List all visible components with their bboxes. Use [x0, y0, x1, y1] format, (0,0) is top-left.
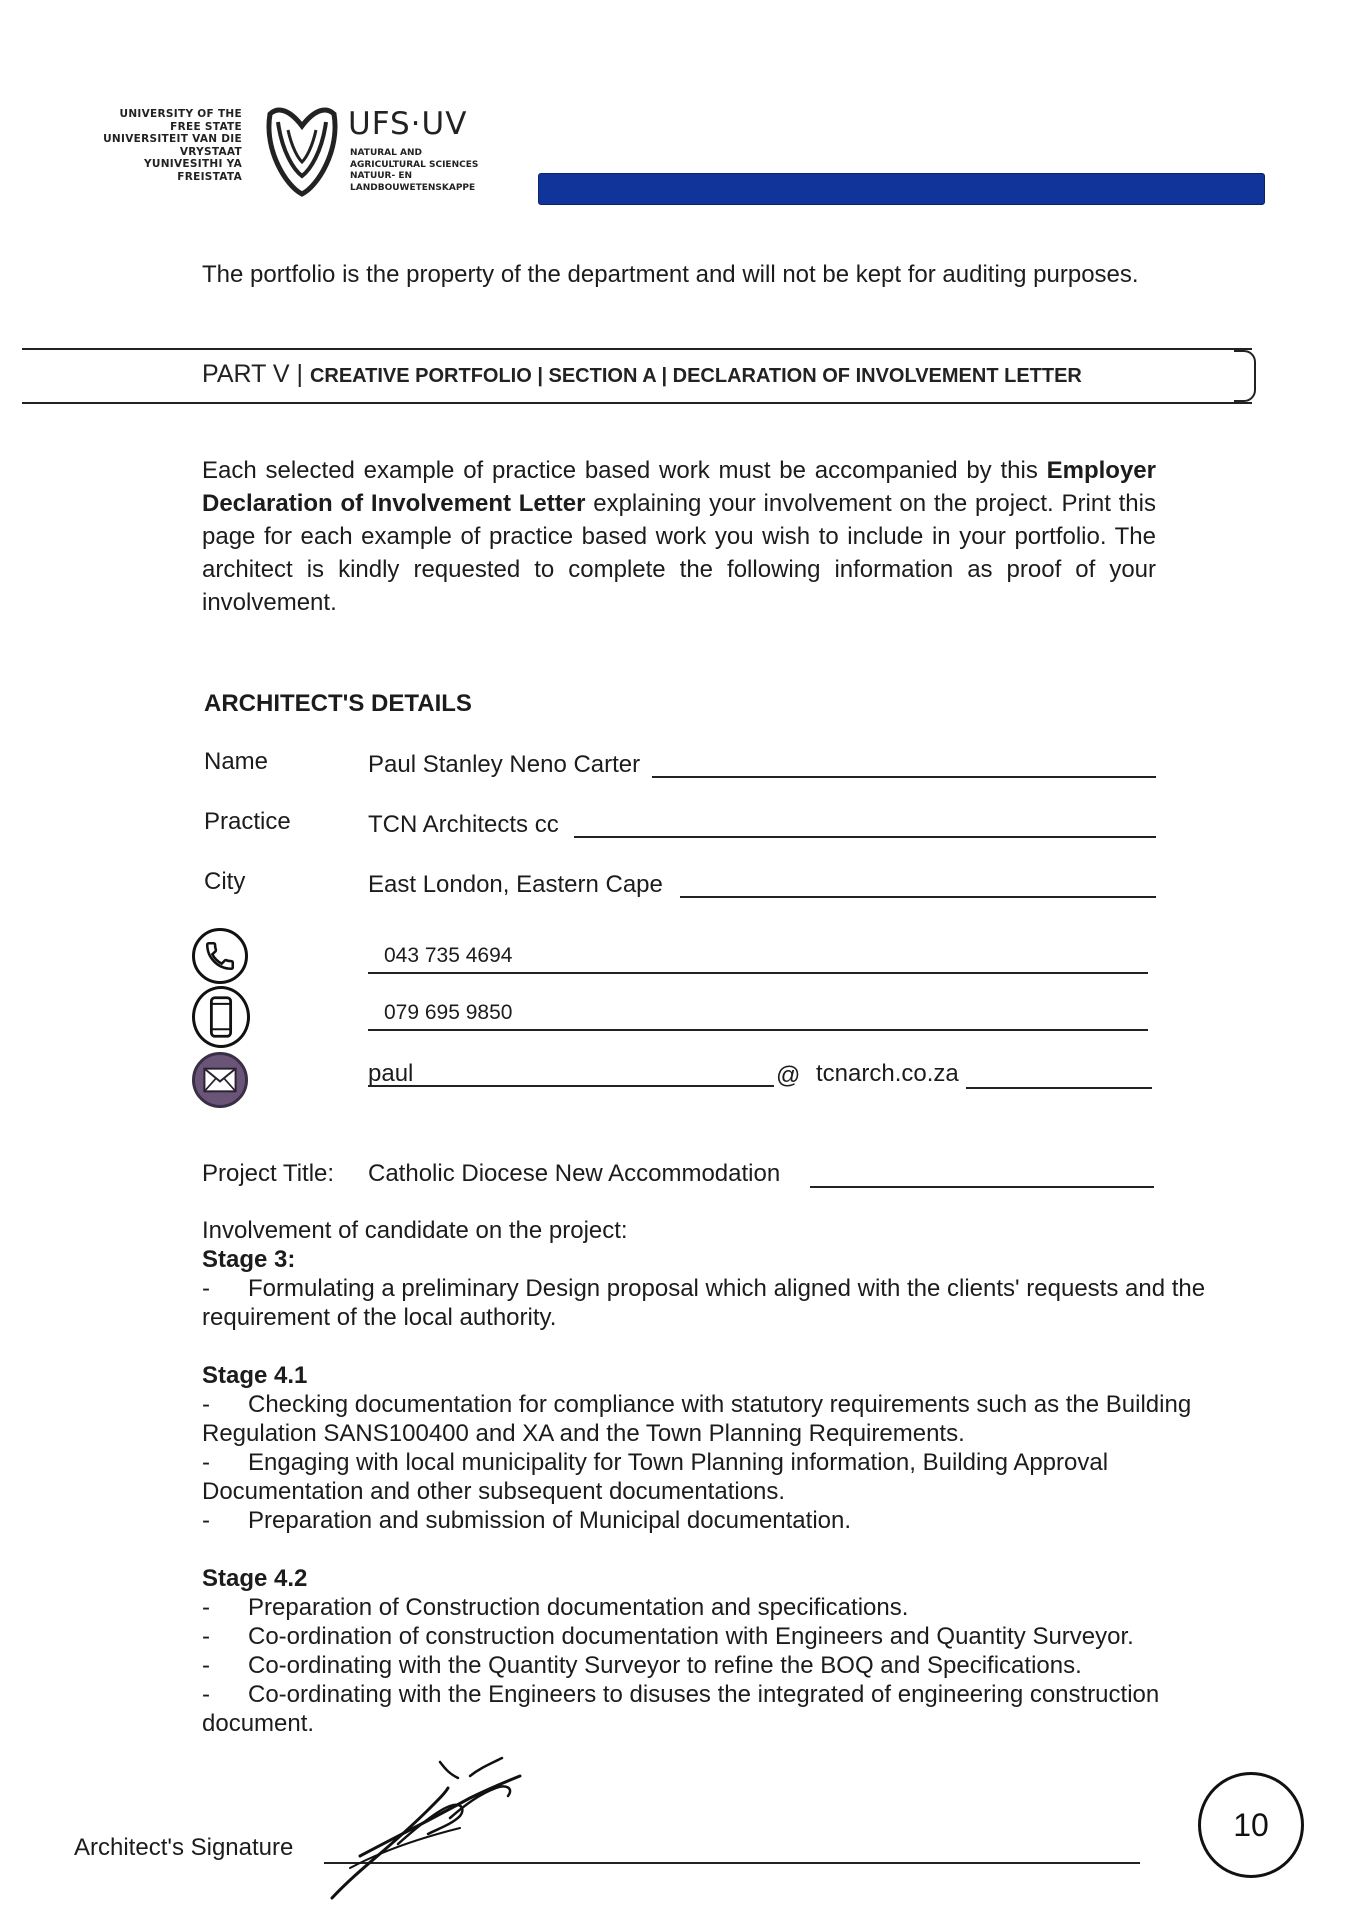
list-item [202, 1390, 1232, 1448]
name-field[interactable]: Paul Stanley Neno Carter [368, 751, 641, 778]
list-item-text: Preparation of Construction documentation and specifications. [248, 1594, 909, 1621]
email-icon-badge [192, 1052, 248, 1108]
list-item [202, 1448, 1232, 1506]
handwritten-signature[interactable] [320, 1748, 550, 1908]
name-underline [652, 776, 1156, 778]
name-label: Name [204, 748, 269, 775]
email-user-field[interactable]: paul [368, 1060, 414, 1087]
involvement-section [202, 1216, 1232, 1738]
section-bar-end-cap [1234, 350, 1256, 402]
list-item [202, 1680, 1232, 1738]
instructions-paragraph [202, 454, 1156, 619]
section-divider-top [22, 348, 1252, 350]
list-item-text: Co-ordinating with the Engineers to disuses the integrated of engineering construction document. [202, 1681, 1160, 1737]
practice-field[interactable]: TCN Architects cc [368, 811, 559, 838]
ufs-logo-icon [262, 100, 342, 200]
phone-underline [368, 972, 1148, 974]
phone-icon [203, 939, 237, 973]
mobile-phone-icon [208, 996, 234, 1038]
phone-field[interactable]: 043 735 4694 [384, 944, 513, 967]
list-item-text: Checking documentation for compliance with statutory requirements such as the Building Regulation SANS100400 and XA and the Town Planning Requirements. [202, 1391, 1192, 1447]
university-name-line: VRYSTAAT [179, 145, 242, 158]
architect-details-heading: ARCHITECT'S DETAILS [204, 690, 472, 717]
section-heading [202, 360, 1082, 389]
intro-paragraph: The portfolio is the property of the department and will not be kept for auditing purposes. [202, 261, 1139, 288]
university-name-line: FREE STATE [170, 120, 242, 133]
stage-4-2-heading: Stage 4.2 [202, 1565, 308, 1592]
list-dash: - [202, 1594, 210, 1621]
list-item [202, 1651, 1232, 1680]
instructions-text-continued: explaining your involvement on the project. Print this page for each example of practice based work you wish to include in your portfolio. The architect is kindly requested to complete the following information as proof of your involvement. [202, 490, 1156, 616]
faculty-name-line: LANDBOUWETENSKAPPE [350, 182, 476, 193]
page-number: 10 [1198, 1772, 1304, 1878]
list-dash: - [202, 1449, 210, 1476]
stage-4-1-heading: Stage 4.1 [202, 1362, 308, 1389]
list-item [202, 1622, 1232, 1651]
list-item-text: Preparation and submission of Municipal documentation. [248, 1507, 852, 1534]
project-title-label: Project Title: [202, 1160, 335, 1187]
email-at-sign: @ [776, 1062, 801, 1089]
stage-3-heading: Stage 3: [202, 1246, 296, 1273]
practice-label: Practice [204, 808, 291, 835]
section-divider-bottom [22, 402, 1252, 404]
list-item [202, 1274, 1232, 1332]
university-name-line: FREISTATA [177, 170, 242, 183]
instructions-text: Each selected example of practice based work must be accompanied by this [202, 457, 1047, 484]
brand-title: UFS·UV [348, 106, 468, 142]
list-dash: - [202, 1652, 210, 1679]
list-item [202, 1506, 1232, 1535]
signature-label: Architect's Signature [74, 1834, 294, 1861]
mobile-underline [368, 1029, 1148, 1031]
city-field[interactable]: East London, Eastern Cape [368, 871, 663, 898]
list-item-text: Co-ordination of construction documentation with Engineers and Quantity Surveyor. [248, 1623, 1134, 1650]
email-user-underline [368, 1085, 774, 1087]
list-item-text: Co-ordinating with the Quantity Surveyor to refine the BOQ and Specifications. [248, 1652, 1082, 1679]
mobile-icon-badge [192, 986, 250, 1048]
project-title-field[interactable]: Catholic Diocese New Accommodation [368, 1160, 781, 1187]
faculty-name-block [350, 148, 478, 194]
faculty-name-line: NATUUR- EN [350, 171, 413, 181]
phone-icon-badge [192, 928, 248, 984]
section-part-label: PART V | [202, 360, 310, 388]
list-dash: - [202, 1681, 210, 1708]
email-domain-field[interactable]: tcnarch.co.za [816, 1060, 959, 1087]
project-title-underline [810, 1186, 1154, 1188]
envelope-icon [203, 1067, 237, 1093]
header-accent-bar [538, 173, 1265, 205]
list-dash: - [202, 1507, 210, 1534]
city-underline [680, 896, 1156, 898]
practice-underline [574, 836, 1156, 838]
list-dash: - [202, 1275, 210, 1302]
faculty-name-line: AGRICULTURAL SCIENCES [350, 159, 479, 170]
involvement-intro: Involvement of candidate on the project: [202, 1217, 628, 1244]
faculty-name-line: NATURAL AND [350, 148, 422, 158]
city-label: City [204, 868, 246, 895]
list-item-text: Formulating a preliminary Design proposal which aligned with the clients' requests and the requirement of the local authority. [202, 1275, 1206, 1331]
section-title: CREATIVE PORTFOLIO | SECTION A | DECLARATION OF INVOLVEMENT LETTER [309, 365, 1082, 387]
university-name-line: UNIVERSITEIT VAN DIE [103, 133, 242, 145]
university-name-line: UNIVERSITY OF THE [119, 108, 242, 120]
email-domain-underline [966, 1087, 1152, 1089]
university-name-line: YUNIVESITHI YA [143, 158, 242, 170]
list-item-text: Engaging with local municipality for Town Planning information, Building Approval Documentation and other subsequent documentations. [202, 1449, 1109, 1505]
list-item [202, 1593, 1232, 1622]
mobile-field[interactable]: 079 695 9850 [384, 1001, 513, 1024]
university-name-block [72, 108, 242, 183]
list-dash: - [202, 1391, 210, 1418]
list-dash: - [202, 1623, 210, 1650]
instructions-bold-text: Employer Declaration of Involvement Letter [202, 457, 1156, 517]
